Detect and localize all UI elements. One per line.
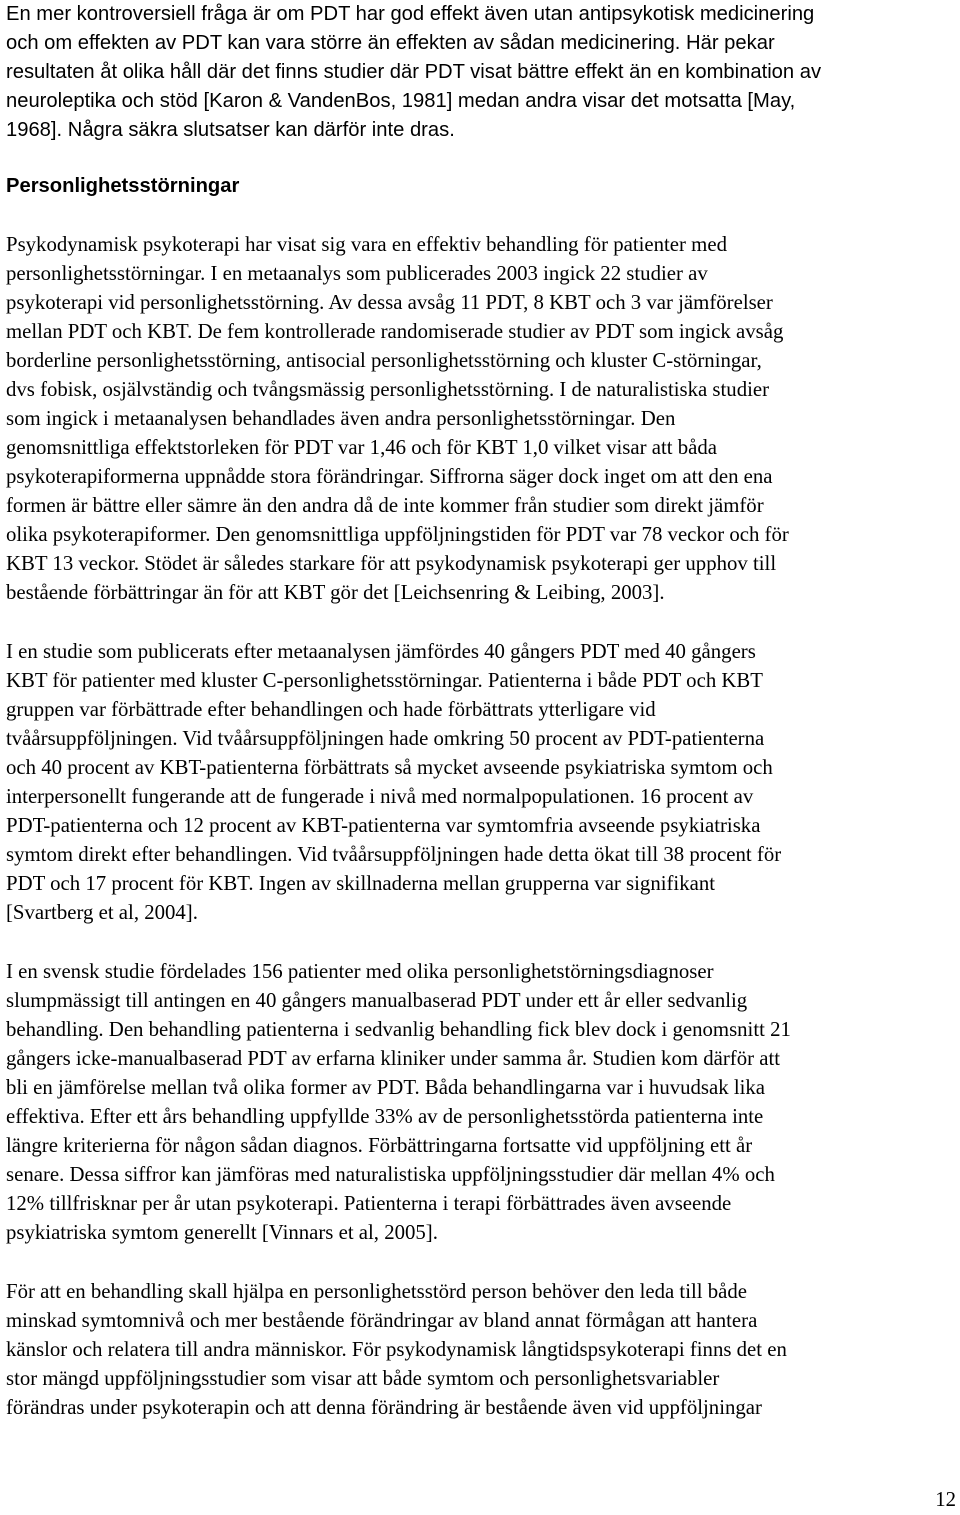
text-line: mellan PDT och KBT. De fem kontrollerade randomiserade studier av PDT som ingick avsåg [6,320,784,343]
section-heading: Personlighetsstörningar [6,175,240,197]
text-line: En mer kontroversiell fråga är om PDT har god effekt även utan antipsykotisk medicinering [6,3,815,25]
paragraph-swedish-study [6,957,791,1247]
text-line: som ingick i metaanalysen behandlades även andra personlighetsstörningar. Den [6,407,676,430]
text-line: KBT för patienter med kluster C-personlighetsstörningar. Patienterna i både PDT och KBT [6,669,764,692]
text-line: och 40 procent av KBT-patienterna förbättrats så mycket avseende psykiatriska symtom och [6,756,773,779]
text-line: interpersonellt fungerande att de fungerade i nivå med normalpopulationen. 16 procent av [6,785,754,808]
paragraph-treatment-goals [6,1277,787,1422]
text-line: neuroleptika och stöd [Karon & VandenBos, 1981] medan andra visar det motsatta [May, [6,90,796,112]
paragraph-cluster-c-study [6,637,781,927]
text-line: gångers icke-manualbaserad PDT av erfarna kliniker under samma år. Studien kom därför att [6,1047,781,1070]
text-line: och om effekten av PDT kan vara större än effekten av sådan medicinering. Här pekar [6,32,775,54]
text-line: stor mängd uppföljningsstudier som visar att både symtom och personlighetsvariabler [6,1367,720,1390]
text-line: psykoterapi vid personlighetsstörning. Av dessa avsåg 11 PDT, 8 KBT och 3 var jämförelser [6,291,773,314]
text-line: 12% tillfrisknar per år utan psykoterapi. Patienterna i terapi förbättrades även avseende [6,1192,732,1215]
text-line: behandling. Den behandling patienterna i sedvanlig behandling fick blev dock i genomsnitt 21 [6,1018,791,1041]
text-line: förändras under psykoterapin och att denna förändring är bestående även vid uppföljningar [6,1396,762,1419]
text-line: olika psykoterapiformer. Den genomsnittliga uppföljningstiden för PDT var 78 veckor och för [6,523,789,546]
text-line: Psykodynamisk psykoterapi har visat sig vara en effektiv behandling för patienter med [6,233,727,256]
text-line: psykoterapiformerna uppnådde stora förändringar. Siffrorna säger dock inget om att den ena [6,465,773,488]
intro-paragraph [6,0,821,145]
text-line: För att en behandling skall hjälpa en personlighetsstörd person behöver den leda till både [6,1280,747,1303]
text-line: KBT 13 veckor. Stödet är således starkare för att psykodynamisk psykoterapi ger upphov till [6,552,777,575]
text-line: genomsnittliga effektstorleken för PDT var 1,46 och för KBT 1,0 vilket visar att båda [6,436,717,459]
text-line: symtom direkt efter behandlingen. Vid tvåårsuppföljningen hade detta ökat till 38 procent för [6,843,782,866]
page-number: 12 [935,1488,956,1511]
text-line: resultaten åt olika håll där det finns studier där PDT visat bättre effekt än en kombination av [6,61,822,83]
text-line: PDT-patienterna och 12 procent av KBT-patienterna var symtomfria avseende psykiatriska [6,814,761,837]
text-line: bli en jämförelse mellan två olika former av PDT. Båda behandlingarna var i huvudsak lika [6,1076,766,1099]
text-line: 1968]. Några säkra slutsatser kan därför inte dras. [6,119,455,141]
text-line: personlighetsstörningar. I en metaanalys som publicerades 2003 ingick 22 studier av [6,262,708,285]
text-line: minskad symtomnivå och mer bestående förändringar av bland annat förmågan att hantera [6,1309,758,1332]
text-line: I en studie som publicerats efter metaanalysen jämfördes 40 gångers PDT med 40 gångers [6,640,756,663]
text-line: PDT och 17 procent för KBT. Ingen av skillnaderna mellan grupperna var signifikant [6,872,716,895]
text-line: psykiatriska symtom generellt [Vinnars et al, 2005]. [6,1221,438,1244]
paragraph-metaanalysis [6,230,789,607]
text-line: [Svartberg et al, 2004]. [6,901,198,924]
text-line: I en svensk studie fördelades 156 patienter med olika personlighetstörningsdiagnoser [6,960,714,983]
text-line: dvs fobisk, osjälvständig och tvångsmässig personlighetsstörning. I de naturalistiska studier [6,378,770,401]
text-line: bestående förbättringar än för att KBT gör det [Leichsenring & Leibing, 2003]. [6,581,665,604]
text-line: borderline personlighetsstörning, antisocial personlighetsstörning och kluster C-störningar, [6,349,762,372]
text-line: effektiva. Efter ett års behandling uppfyllde 33% av de personlighetsstörda patienterna inte [6,1105,764,1128]
text-line: tvåårsuppföljningen. Vid tvåårsuppföljningen hade omkring 50 procent av PDT-patienterna [6,727,765,750]
text-line: senare. Dessa siffror kan jämföras med naturalistiska uppföljningsstudier där mellan 4% och [6,1163,775,1186]
text-line: gruppen var förbättrade efter behandlingen och hade förbättrats ytterligare vid [6,698,656,721]
text-line: formen är bättre eller sämre än den andra då de inte kommer från studier som direkt jämför [6,494,764,517]
text-line: slumpmässigt till antingen en 40 gångers manualbaserad PDT under ett år eller sedvanlig [6,989,748,1012]
text-line: längre kriterierna för någon sådan diagnos. Förbättringarna fortsatte vid uppföljning ett år [6,1134,753,1157]
text-line: känslor och relatera till andra människor. För psykodynamisk långtidspsykoterapi finns det en [6,1338,787,1361]
